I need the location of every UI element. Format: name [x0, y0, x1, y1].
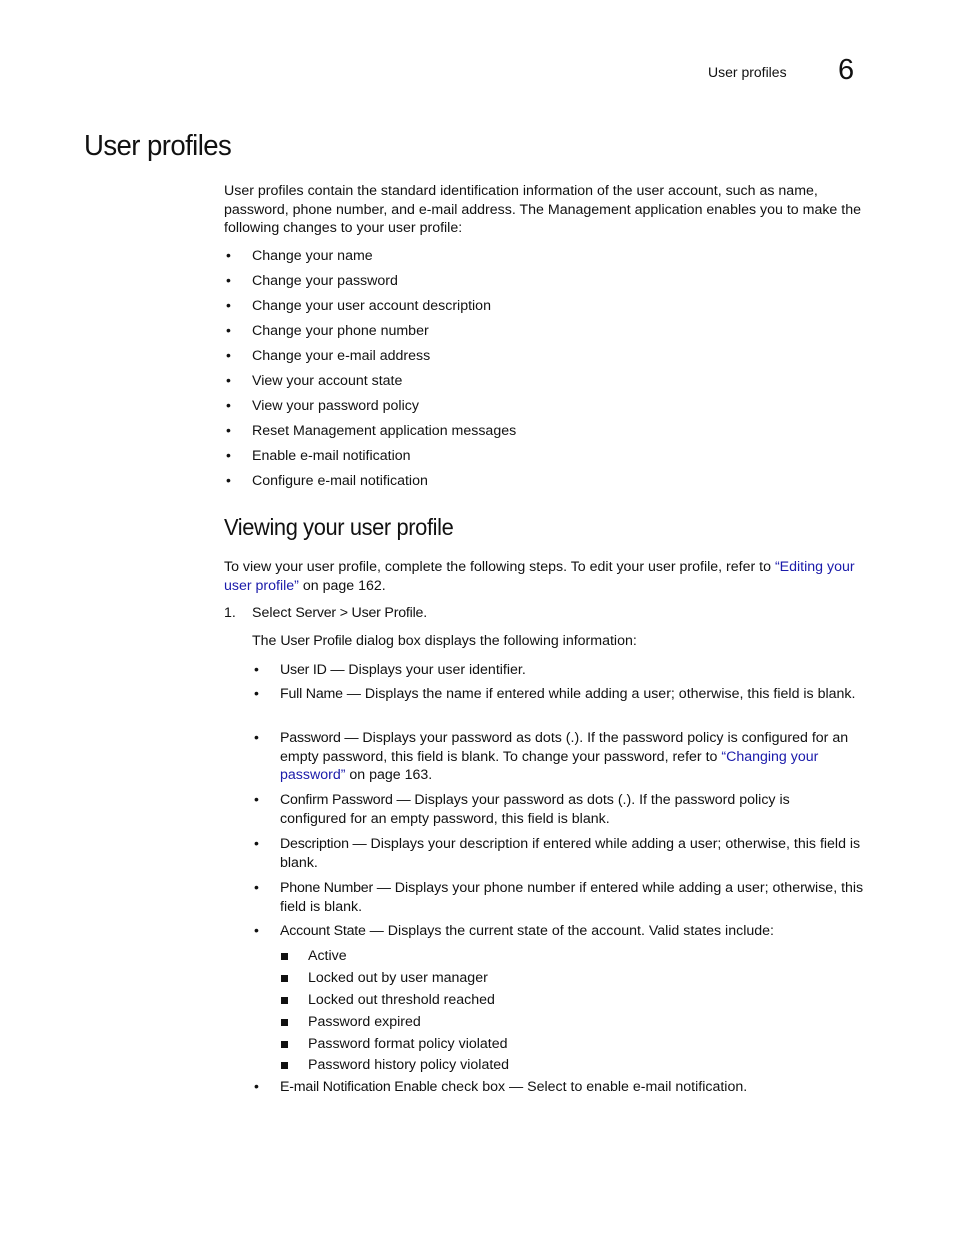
menu-path: Server > User Profile: [295, 605, 424, 621]
step-1-text: Select Server > User Profile.: [252, 605, 428, 621]
editing-profile-link[interactable]: “Editing your user profile”: [224, 559, 855, 594]
chapter-number: 6: [838, 54, 855, 86]
section-intro: To view your user profile, complete the following steps. To edit your user profile, refer to “Editing your user profile” on page 162.: [224, 559, 855, 594]
intro-paragraph: User profiles contain the standard identification information of the user account, such as name, password, phone number, and e-mail address. The Management application enables you to make the following changes to your user profile:: [224, 183, 861, 236]
running-title: User profiles: [708, 64, 787, 80]
page-title: User profiles: [84, 130, 232, 162]
dialog-description: The User Profile dialog box displays the following information:: [252, 633, 637, 649]
section-heading: Viewing your user profile: [224, 514, 454, 540]
changing-password-link[interactable]: “Changing your password”: [280, 748, 819, 783]
step-1: 1.: [224, 605, 236, 621]
